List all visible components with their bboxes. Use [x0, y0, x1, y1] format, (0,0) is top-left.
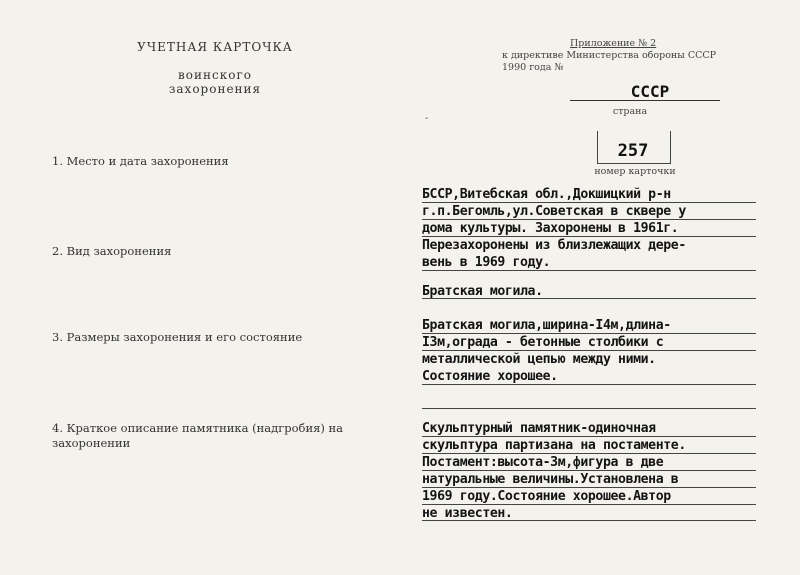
section-label-burial-type: 2. Вид захоронения — [52, 244, 172, 258]
section-label-size-condition: 3. Размеры захоронения и его состояние — [52, 330, 303, 344]
typed-line: скульптура партизана на постаменте. — [422, 438, 686, 453]
form-rule — [422, 350, 756, 351]
typed-line: дома культуры. Захоронены в 1961г. — [422, 221, 679, 236]
typed-line: металлической цепью между ними. — [422, 352, 656, 367]
typed-line: натуральные величины.Установлена в — [422, 472, 679, 487]
form-rule — [422, 487, 756, 488]
typed-line: Скульптурный памятник-одиночная — [422, 421, 656, 436]
typed-line: г.п.Бегомль,ул.Советская в сквере у — [422, 204, 686, 219]
typed-line: 1969 году.Состояние хорошее.Автор — [422, 489, 671, 504]
form-rule — [422, 436, 756, 437]
country-underline — [570, 100, 720, 101]
form-rule — [422, 453, 756, 454]
appendix-year: 1990 года № — [502, 62, 564, 73]
form-rule — [422, 202, 756, 203]
section-label-place-date: 1. Место и дата захоронения — [52, 154, 229, 168]
form-rule — [422, 333, 756, 334]
appendix-title: Приложение № 2 — [570, 38, 657, 49]
form-rule — [422, 298, 756, 299]
dash-mark: - — [425, 113, 429, 124]
card-number-value: 257 — [617, 141, 649, 161]
typed-line: Постамент:высота-3м,фигура в две — [422, 455, 664, 470]
form-rule — [422, 408, 756, 409]
card-subtitle: воинского захоронения — [168, 68, 262, 96]
form-rule — [422, 270, 756, 271]
typed-line: вень в 1969 году. — [422, 255, 551, 270]
typed-line: Братская могила. — [422, 284, 543, 299]
typed-line: не известен. — [422, 506, 513, 521]
typed-line: Братская могила,ширина-I4м,длина- — [422, 318, 671, 333]
form-rule — [422, 520, 756, 521]
form-rule — [422, 384, 756, 385]
country-caption: страна — [612, 106, 648, 117]
form-rule — [422, 470, 756, 471]
card-title: УЧЕТНАЯ КАРТОЧКА — [137, 40, 293, 54]
form-rule — [422, 504, 756, 505]
country-value: СССР — [630, 82, 670, 101]
typed-line: I3м,ограда - бетонные столбики с — [422, 335, 664, 350]
form-rule — [422, 236, 756, 237]
card-number-caption: номер карточки — [594, 166, 676, 177]
section-label-monument-description: 4. Краткое описание памятника (надгробия) на захоронении — [52, 421, 344, 450]
typed-line: Состояние хорошее. — [422, 369, 558, 384]
typed-line: БССР,Витебская обл.,Докшицкий р-н — [422, 187, 671, 202]
appendix-directive: к директиве Министерства обороны СССР — [502, 50, 717, 61]
form-rule — [422, 219, 756, 220]
appendix-note — [502, 38, 742, 74]
typed-line: Перезахоронены из близлежащих дере- — [422, 238, 686, 253]
